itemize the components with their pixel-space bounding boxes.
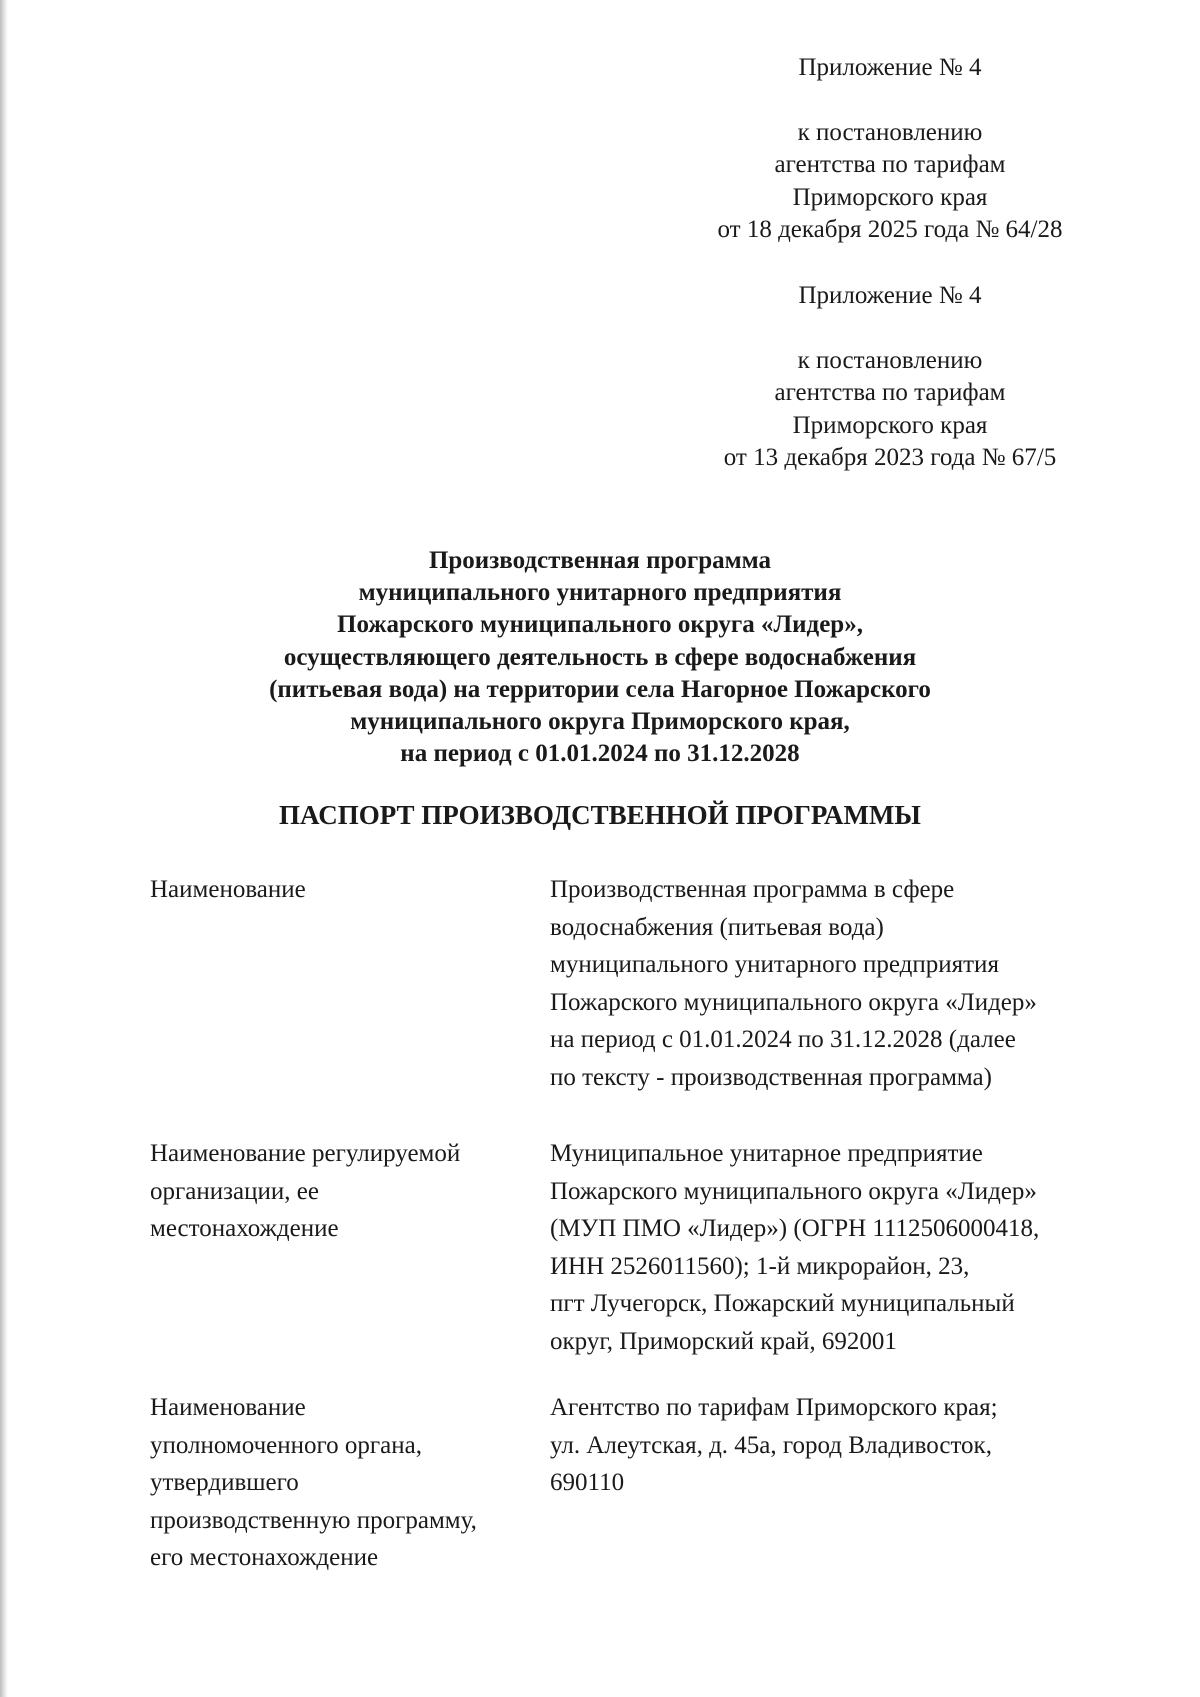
value-line: Агентство по тарифам Приморского края; (550, 1394, 998, 1421)
program-title (150, 545, 1050, 770)
passport-row-label-name (150, 871, 530, 909)
passport-row-value-name (550, 871, 1120, 1096)
label-line: Наименование (150, 1394, 306, 1421)
value-line: 690110 (550, 1469, 625, 1496)
value-line: Пожарского муниципального округа «Лидер» (550, 1177, 1037, 1205)
label-line: утвердившего (150, 1469, 299, 1496)
appendix-title: Приложение № 4 (798, 282, 982, 309)
value-line: округ, Приморский край, 692001 (550, 1327, 897, 1355)
value-line: по тексту - производственная программа) (550, 1063, 992, 1091)
value-line: муниципального унитарного предприятия (550, 951, 999, 978)
label-line: Наименование (150, 876, 306, 903)
appendix-line: к постановлению (797, 118, 983, 146)
value-line: на период с 01.01.2024 по 31.12.2028 (далее (550, 1026, 1016, 1053)
program-title-line: муниципального округа Приморского края, (350, 708, 850, 736)
label-line: уполномоченного органа, (150, 1431, 422, 1459)
value-line: водоснабжения (питьевая вода) (550, 913, 884, 941)
passport-heading: ПАСПОРТ ПРОИЗВОДСТВЕННОЙ ПРОГРАММЫ (279, 800, 921, 830)
value-line: (МУП ПМО «Лидер») (ОГРН 1112506000418, (550, 1215, 1040, 1242)
value-line: Производственная программа в сфере (550, 876, 955, 903)
passport-row-value-authority (550, 1389, 1120, 1502)
label-line: местонахождение (150, 1215, 339, 1242)
appendix-title: Приложение № 4 (798, 54, 982, 81)
program-title-line: муниципального унитарного предприятия (358, 579, 842, 607)
value-line: Пожарского муниципального округа «Лидер» (550, 988, 1037, 1016)
appendix-line: Приморского края (792, 411, 988, 439)
program-title-line: осуществляющего деятельность в сфере водоснабжения (283, 643, 917, 671)
value-line: ул. Алеутская, д. 45а, город Владивосток, (550, 1431, 992, 1459)
program-title-line: (питьевая вода) на территории села Нагорное Пожарского (269, 675, 931, 703)
program-title-line: Производственная программа (428, 547, 772, 574)
passport-row-label-organization (150, 1135, 530, 1248)
appendix-line: к постановлению (797, 346, 983, 374)
label-line: его местонахождение (150, 1544, 379, 1571)
page-edge-shadow (0, 0, 8, 1697)
appendix-line: агентства по тарифам (774, 379, 1006, 406)
appendix-decree-date: от 13 декабря 2023 года № 67/5 (723, 444, 1057, 471)
passport-row-label-authority (150, 1389, 530, 1577)
value-line: пгт Лучегорск, Пожарский муниципальный (550, 1290, 1015, 1317)
appendix-block-current (660, 52, 1120, 247)
appendix-line: Приморского края (792, 183, 988, 211)
program-title-line: на период с 01.01.2024 по 31.12.2028 (400, 740, 800, 768)
label-line: производственную программу, (150, 1506, 477, 1534)
label-line: Наименование регулируемой (150, 1140, 461, 1167)
appendix-decree-date: от 18 декабря 2025 года № 64/28 (717, 216, 1063, 243)
passport-row-value-organization (550, 1135, 1120, 1360)
program-title-line: Пожарского муниципального округа «Лидер», (337, 611, 863, 639)
appendix-line: агентства по тарифам (774, 151, 1006, 178)
value-line: ИНН 2526011560); 1-й микрорайон, 23, (550, 1252, 970, 1280)
appendix-block-original (660, 280, 1120, 475)
value-line: Муниципальное унитарное предприятие (550, 1140, 983, 1167)
label-line: организации, ее (150, 1177, 319, 1205)
